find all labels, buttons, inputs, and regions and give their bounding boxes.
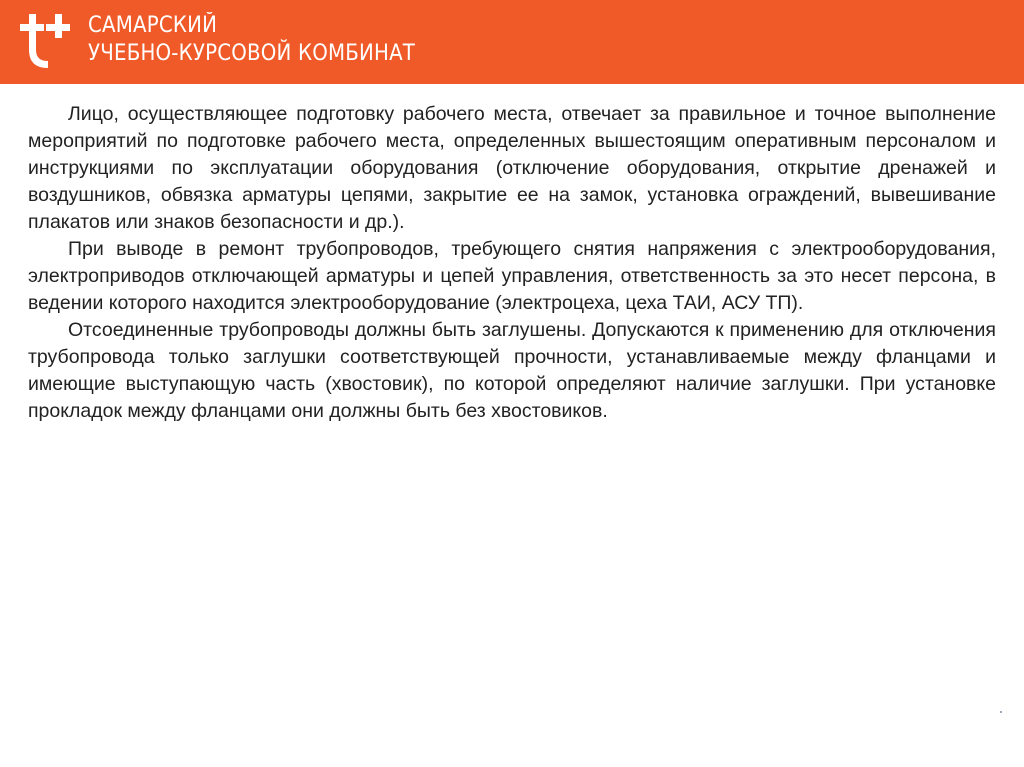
organization-name-line2: УЧЕБНО-КУРСОВОЙ КОМБИНАТ: [88, 41, 416, 66]
organization-name-line1: САМАРСКИЙ: [88, 13, 218, 38]
organization-name: [88, 12, 415, 68]
paragraph-3: Отсоединенные трубопроводы должны быть заглушены. Допускаются к применению для отключения трубопровода только заглушки соответствующей прочности, устанавливаемые между фланцами и имеющие выступающую часть (хвостовик), по которой определяют наличие заглушки. При установке прокладок между фланцами они должны быть без хвостовиков.: [28, 319, 996, 422]
paragraph-1: Лицо, осуществляющее подготовку рабочего места, отвечает за правильное и точное выполнение мероприятий по подготовке рабочего места, определенных вышестоящим оперативным персоналом и инструкциями по эксплуатации оборудования (отключение оборудования, открытие дренажей и воздушников, обвязка арматуры цепями, закрытие ее на замок, установка ограждений, вывешивание плакатов или знаков безопасности и др.).: [28, 103, 996, 233]
double-t-logo-icon: [18, 10, 74, 74]
paragraph-2: При выводе в ремонт трубопроводов, требующего снятия напряжения с электрооборудования, электроприводов отключающей арматуры и цепей управления, ответственность за это несет персона, в ведении которого находится электрооборудование (электроцеха, цеха ТАИ, АСУ ТП).: [28, 238, 996, 314]
slide-body-text: [28, 101, 996, 425]
header-bar: [0, 0, 1024, 84]
footer-dot: [1000, 711, 1002, 713]
